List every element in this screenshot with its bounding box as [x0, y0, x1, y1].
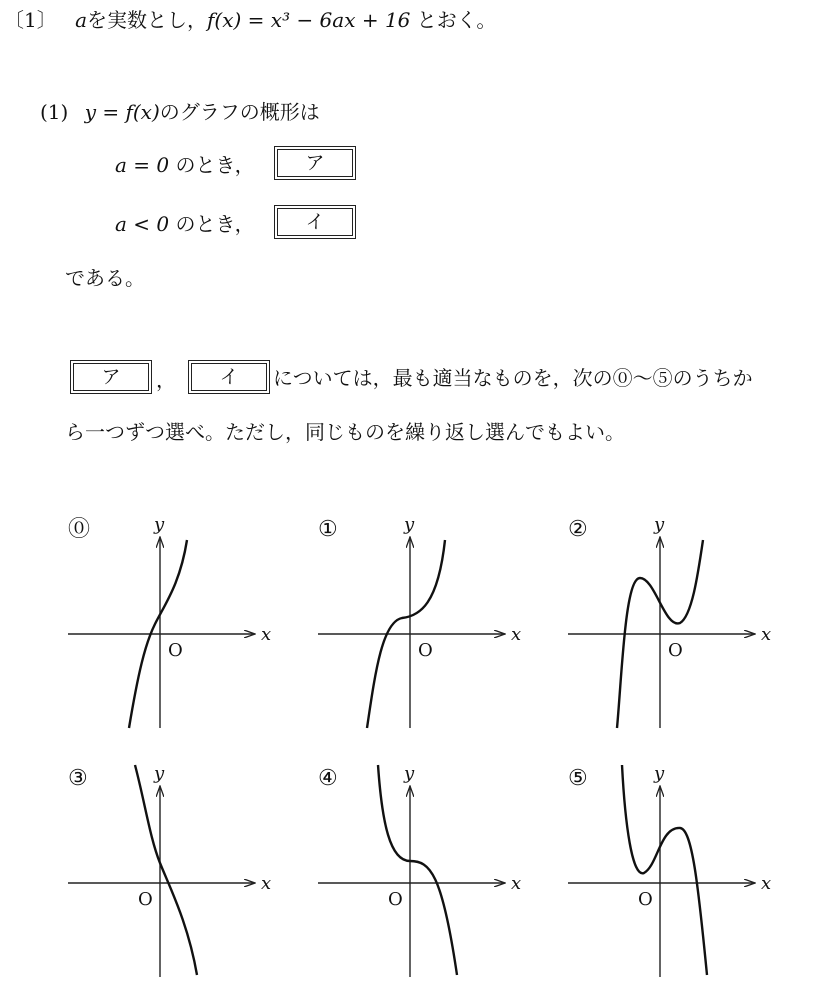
- choice-number: ③: [68, 766, 88, 791]
- y-axis-label: y: [154, 514, 165, 535]
- origin-label: O: [638, 889, 653, 910]
- choice-number: ⓪: [68, 517, 91, 542]
- y-axis-label: y: [654, 763, 665, 784]
- cubic-curve: [622, 765, 707, 975]
- case2-condition: a < 0: [115, 212, 170, 236]
- answer-box-a-label: ア: [277, 149, 353, 177]
- graph-choice-0: [68, 514, 271, 728]
- part-number: (1): [40, 100, 69, 124]
- choice-number: ①: [318, 517, 338, 542]
- y-axis-label: y: [654, 514, 665, 535]
- lead-equation: y = f(x): [84, 100, 160, 124]
- case1-condition: a = 0: [115, 153, 170, 177]
- graph-choice-5: [568, 763, 771, 977]
- y-axis-label: y: [154, 763, 165, 784]
- choice-number: ②: [568, 517, 588, 542]
- cubic-curve: [135, 765, 197, 975]
- problem-number: 〔1〕: [4, 8, 57, 32]
- graph-choice-3: [68, 763, 271, 977]
- lead-text: のグラフの概形は: [159, 100, 320, 124]
- instruction-line2: ら一つずつ選べ。ただし，同じものを繰り返し選んでもよい。: [65, 420, 625, 444]
- origin-label: O: [418, 640, 433, 661]
- graph-choice-1: [318, 514, 521, 728]
- instruction-comma: ，: [156, 368, 176, 392]
- x-axis-label: x: [511, 624, 522, 645]
- x-axis-label: x: [511, 873, 522, 894]
- graph-choice-4: [318, 763, 521, 977]
- closing-text: である。: [65, 266, 145, 290]
- case2-suffix: のとき，: [175, 212, 255, 236]
- y-axis-label: y: [404, 763, 415, 784]
- instruction-box-i-label: イ: [191, 363, 267, 391]
- graph-choice-2: [568, 514, 771, 728]
- origin-label: O: [388, 889, 403, 910]
- origin-label: O: [138, 889, 153, 910]
- choice-number: ④: [318, 766, 338, 791]
- cubic-curve: [378, 765, 457, 975]
- x-axis-label: x: [761, 624, 772, 645]
- function-definition: f(x) = x³ − 6ax + 16: [207, 8, 411, 32]
- x-axis-label: x: [261, 873, 272, 894]
- intro-text: を実数とし，: [87, 8, 208, 32]
- origin-label: O: [168, 640, 183, 661]
- instruction-line1: については，最も適当なものを，次の⓪〜⑤のうちか: [273, 366, 753, 390]
- y-axis-label: y: [404, 514, 415, 535]
- x-axis-label: x: [761, 873, 772, 894]
- case1-suffix: のとき，: [175, 153, 255, 177]
- origin-label: O: [668, 640, 683, 661]
- answer-box-i-label: イ: [277, 208, 353, 236]
- variable-a: a: [75, 8, 88, 32]
- intro-end: とおく。: [416, 8, 497, 32]
- instruction-box-a-label: ア: [73, 363, 149, 391]
- x-axis-label: x: [261, 624, 272, 645]
- choice-number: ⑤: [568, 766, 588, 791]
